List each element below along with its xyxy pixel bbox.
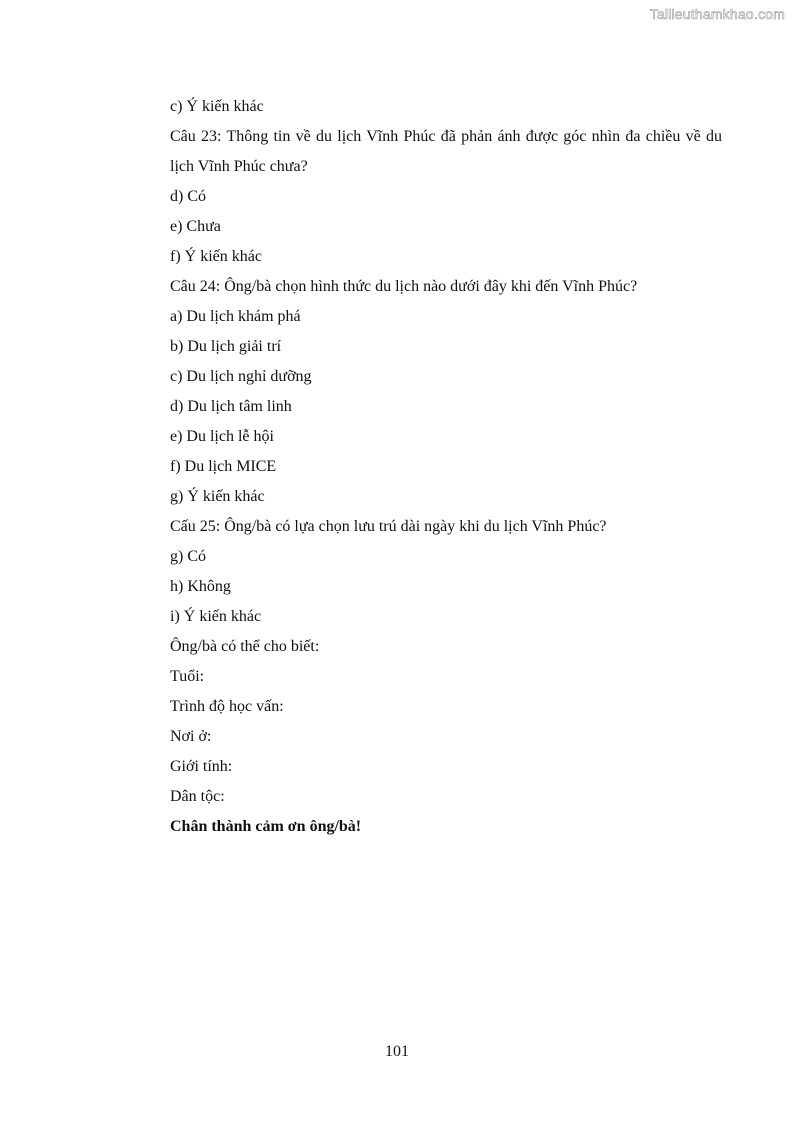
answer-option: h) Không	[170, 578, 231, 595]
document-body	[170, 92, 722, 842]
respondent-field-education: Trình độ học vấn:	[170, 698, 284, 715]
answer-option: c) Ý kiến khác	[170, 98, 264, 115]
answer-option: c) Du lịch nghỉ dưỡng	[170, 368, 312, 385]
answer-option: g) Có	[170, 548, 206, 565]
question-24: Câu 24: Ông/bà chọn hình thức du lịch nào dưới đây khi đến Vĩnh Phúc?	[170, 278, 638, 295]
answer-option: b) Du lịch giải trí	[170, 338, 282, 355]
question-25: Cấu 25: Ông/bà có lựa chọn lưu trú dài ngày khi du lịch Vĩnh Phúc?	[170, 518, 607, 535]
answer-option: d) Có	[170, 188, 206, 205]
respondent-field-age: Tuổi:	[170, 668, 205, 685]
respondent-field-residence: Nơi ở:	[170, 728, 212, 745]
respondent-field-ethnicity: Dân tộc:	[170, 788, 225, 805]
answer-option: f) Du lịch MICE	[170, 458, 277, 475]
answer-option: g) Ý kiến khác	[170, 488, 265, 505]
answer-option: e) Chưa	[170, 218, 221, 235]
question-23: Câu 23: Thông tin về du lịch Vĩnh Phúc đã phản ánh được góc nhìn đa chiều về du lịch Vĩnh Phúc chưa?	[170, 128, 722, 175]
page-number: 101	[385, 1043, 409, 1060]
watermark: Tailieuthamkhao.com	[649, 6, 785, 22]
closing-thanks: Chân thành cảm ơn ông/bà!	[170, 818, 362, 835]
respondent-field-gender: Giới tính:	[170, 758, 233, 775]
answer-option: a) Du lịch khám phá	[170, 308, 301, 325]
respondent-info-intro: Ông/bà có thể cho biết:	[170, 638, 320, 655]
answer-option: d) Du lịch tâm linh	[170, 398, 292, 415]
answer-option: i) Ý kiến khác	[170, 608, 262, 625]
answer-option: f) Ý kiến khác	[170, 248, 262, 265]
answer-option: e) Du lịch lễ hội	[170, 428, 274, 445]
